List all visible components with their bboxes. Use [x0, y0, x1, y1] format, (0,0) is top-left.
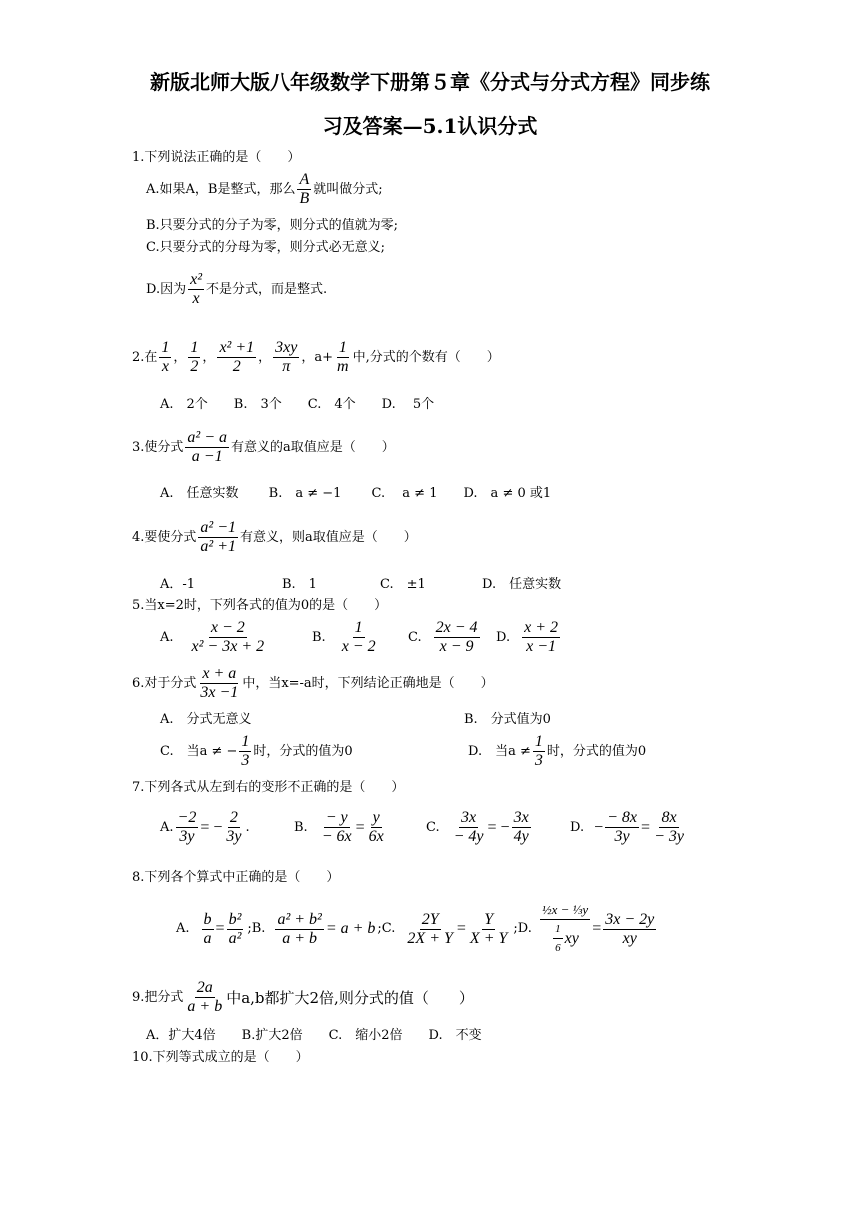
q6-d-text-end: 时，分式的值为0 [546, 743, 647, 759]
q2-f5-numerator: 1 [338, 339, 347, 356]
q2-f5-denominator: m [337, 358, 349, 375]
q6-c-text-end: 时，分式的值为0 [253, 743, 353, 759]
q2-fraction-4 [273, 340, 299, 375]
q1-a-fraction [297, 172, 311, 207]
q1-d-text: D.因为 [146, 281, 187, 297]
q4-stem-end: 有意义，则a取值应是（ ） [240, 529, 417, 545]
q9-stem-end: 中a,b都扩大2倍,则分式的值（ ） [226, 988, 474, 1007]
q5-a-denominator: x² − 3x + 2 [191, 638, 265, 655]
q2-stem-start: 2.在 [132, 349, 158, 365]
q5-d-fraction [522, 620, 560, 655]
q9-numerator: 2a [196, 979, 213, 996]
q5-option-d [496, 620, 562, 655]
q9-fraction [185, 980, 224, 1015]
q7-b-left-fraction [320, 810, 354, 845]
q7-b-equals: = [355, 818, 365, 836]
q6-c-denominator: 3 [241, 752, 250, 769]
q7-d-left-denominator: 3y [614, 828, 630, 845]
q6-d-text: D. 当a ≠ [468, 743, 531, 759]
q1-stem: 1.下列说法正确的是（ ） [132, 150, 301, 165]
q5-a-numerator: x − 2 [210, 619, 245, 636]
q8-c-right-fraction [468, 912, 509, 947]
q5-d-numerator: x + 2 [524, 619, 558, 636]
q1-d-denominator: x [192, 290, 200, 307]
q6-option-a: A. 分式无意义 [160, 712, 252, 727]
q7-c-right-denominator: 4y [513, 828, 529, 845]
q9-denominator: a + b [187, 998, 223, 1015]
q2-comma-2: ， [202, 349, 216, 365]
q2-fraction-1 [159, 340, 171, 375]
q7-d-left-numerator: − 8x [607, 809, 638, 826]
q6-c-text: C. 当a ≠ − [160, 743, 238, 759]
q8-d-equals: = [592, 920, 602, 937]
q3-fraction [185, 430, 229, 465]
q7-c-left-numerator: 3x [461, 809, 477, 826]
q2-f4-numerator: 3xy [275, 339, 298, 356]
q8-d-xy: xy [564, 929, 579, 947]
q5-b-fraction [340, 620, 378, 655]
q1-a-text-end: 就叫做分式; [313, 181, 383, 197]
q7-a-right-denominator: 3y [226, 828, 242, 845]
q7-d-left-fraction [605, 810, 639, 845]
q4-denominator: a² +1 [200, 538, 236, 555]
q4-stem [132, 520, 417, 555]
q6-option-c [160, 734, 353, 769]
q2-f3-denominator: 2 [232, 358, 241, 375]
q7-a-left-numerator: −2 [177, 809, 197, 826]
document-title-line-2: 习及答案—5.1认识分式 [322, 114, 538, 138]
q8-d-right-fraction [603, 912, 656, 947]
q8-b-label: ;B. [247, 921, 266, 936]
q8-d-sixth-denominator: 6 [555, 942, 561, 954]
q4-option-a: A．-1 [160, 577, 196, 592]
q8-c-right-denominator: X + Y [469, 929, 508, 947]
q8-d-sixth-fraction [553, 921, 563, 956]
q2-f4-denominator: π [282, 358, 291, 375]
q2-fraction-2 [188, 340, 200, 375]
q7-c-right-fraction [512, 810, 531, 845]
q6-denominator: 3x −1 [200, 684, 239, 701]
q2-f1-denominator: x [161, 358, 169, 375]
q5-option-b [312, 620, 380, 655]
q2-f2-denominator: 2 [190, 358, 199, 375]
q6-option-d [468, 734, 646, 769]
q9-stem-start: 9.把分式 [132, 989, 184, 1005]
q7-d-right-denominator: − 3y [654, 828, 684, 845]
q10-stem: 10.下列等式成立的是（ ） [132, 1050, 309, 1065]
q1-a-text: A.如果A，B是整式，那么 [146, 181, 296, 197]
q7-a-right-numerator: 2 [229, 809, 238, 826]
q4-fraction [198, 520, 238, 555]
q2-comma-4: ， [301, 349, 315, 365]
q2-stem [132, 340, 500, 375]
q8-b-left-denominator: a + b [282, 929, 318, 947]
q7-b-right-numerator: y [372, 809, 380, 826]
q3-denominator: a −1 [191, 448, 223, 465]
q8-d-right-denominator: xy [622, 929, 637, 947]
q8-a-right-numerator: b² [228, 910, 242, 928]
q8-c-left-fraction [405, 912, 454, 947]
q8-d-label: ;D. [513, 921, 532, 936]
q8-b-left-numerator: a² + b² [277, 910, 322, 928]
q6-stem [132, 666, 494, 701]
q6-d-numerator: 1 [534, 733, 543, 750]
q7-b-right-fraction [367, 810, 386, 845]
q7-a-equals: = − [200, 818, 223, 836]
q7-option-c [426, 810, 533, 845]
q5-b-numerator: 1 [354, 619, 363, 636]
q3-numerator: a² − a [187, 429, 227, 446]
q5-b-denominator: x − 2 [341, 638, 376, 655]
document-title-line-1: 新版北师大版八年级数学下册第５章《分式与分式方程》同步练 [150, 70, 710, 94]
q7-d-label: D. [570, 819, 585, 835]
q8-a-equals: = [215, 920, 225, 937]
q7-b-label: B. [294, 819, 308, 835]
q7-option-a [160, 810, 250, 845]
q8-d-left-denominator [549, 920, 581, 956]
q2-f2-numerator: 1 [190, 339, 199, 356]
q7-c-equals: = − [487, 818, 510, 836]
q7-a-period: . [245, 819, 250, 835]
q5-c-fraction [434, 620, 480, 655]
q5-option-a [160, 620, 268, 655]
q1-d-text-end: 不是分式，而是整式. [206, 281, 328, 297]
q2-options: A. 2个 B. 3个 C. 4个 D. 5个 [160, 397, 435, 412]
q1-d-fraction [188, 272, 204, 307]
q7-c-label: C. [426, 819, 440, 835]
q6-fraction [198, 666, 240, 701]
q2-f3-numerator: x² +1 [219, 339, 255, 356]
q9-stem [132, 980, 474, 1015]
q7-b-left-numerator: − y [325, 809, 348, 826]
q5-d-label: D. [496, 629, 511, 645]
q8-c-right-numerator: Y [484, 910, 494, 928]
q8-c-equals: = [456, 920, 466, 937]
q4-option-d: D. 任意实数 [482, 577, 562, 592]
q3-stem-end: 有意义的a取值应是（ ） [231, 439, 395, 455]
q8-c-left-numerator: 2Y [421, 910, 439, 928]
q7-a-left-denominator: 3y [179, 828, 195, 845]
q8-a-right-denominator: a² [228, 929, 242, 947]
q5-a-label: A. [160, 629, 174, 645]
q8-options [176, 902, 658, 956]
q7-b-left-denominator: − 6x [321, 828, 352, 845]
q7-c-left-denominator: − 4y [453, 828, 484, 845]
q8-d-left-fraction [540, 902, 590, 956]
q8-a-right-fraction [227, 912, 244, 947]
q5-d-denominator: x −1 [526, 638, 556, 655]
q8-stem: 8.下列各个算式中正确的是（ ） [132, 870, 340, 885]
q7-option-b [294, 810, 388, 845]
q3-stem-start: 3.使分式 [132, 439, 184, 455]
q6-stem-start: 6.对于分式 [132, 675, 197, 691]
q5-b-label: B. [312, 629, 326, 645]
q5-a-fraction [190, 620, 267, 655]
q7-d-equals: = [641, 818, 651, 836]
q7-b-right-denominator: 6x [368, 828, 384, 845]
q5-option-c [408, 620, 482, 655]
q9-options: A．扩大4倍 B.扩大2倍 C. 缩小2倍 D. 不变 [146, 1028, 482, 1043]
q4-stem-start: 4.要使分式 [132, 529, 197, 545]
q8-a-label: A. [176, 921, 190, 936]
q7-c-left-fraction [452, 810, 486, 845]
q1-a-denominator: B [299, 190, 310, 207]
q1-option-d [146, 272, 327, 307]
q8-d-sixth-numerator: 1 [553, 921, 563, 939]
q7-d-right-fraction [652, 810, 686, 845]
q5-c-numerator: 2x − 4 [435, 619, 478, 636]
q2-comma-3: ， [258, 349, 272, 365]
q1-d-numerator: x² [190, 271, 202, 288]
q5-c-denominator: x − 9 [439, 638, 474, 655]
q7-stem: 7.下列各式从左到右的变形不正确的是（ ） [132, 780, 405, 795]
q6-option-b: B. 分式值为0 [464, 712, 551, 727]
q7-c-right-numerator: 3x [513, 809, 529, 826]
q6-numerator: x + a [202, 665, 237, 682]
q7-a-label: A. [160, 819, 174, 835]
q7-d-minus: − [594, 818, 604, 836]
q7-option-d [570, 810, 688, 845]
q5-c-label: C. [408, 629, 422, 645]
q4-numerator: a² −1 [200, 519, 236, 536]
q4-option-b: B. 1 [282, 577, 317, 592]
q6-d-denominator: 3 [534, 752, 543, 769]
q8-c-left-denominator: 2X + Y [407, 929, 453, 947]
q2-f1-numerator: 1 [161, 339, 170, 356]
q8-b-left-fraction [275, 912, 323, 947]
q6-c-fraction [239, 734, 251, 769]
q8-b-equals: = a + b [325, 920, 376, 937]
q3-options: A. 任意实数 B. a ≠ −1 C. a ≠ 1 D. a ≠ 0 或1 [160, 486, 552, 501]
q7-a-left-fraction [176, 810, 199, 845]
q2-comma-1: ， [173, 349, 187, 365]
q1-option-c: C.只要分式的分母为零，则分式必无意义; [146, 240, 385, 255]
q2-a-plus: a+ [314, 349, 334, 365]
q4-option-c: C. ±1 [380, 577, 426, 592]
q8-a-left-denominator: a [203, 929, 212, 947]
q7-a-right-fraction [224, 810, 243, 845]
q8-a-left-fraction [202, 912, 214, 947]
q1-option-a [146, 172, 383, 207]
q8-d-left-numerator: ½x − ⅓y [540, 902, 590, 920]
q8-c-label: ;C. [377, 921, 396, 936]
q7-d-right-numerator: 8x [661, 809, 677, 826]
q6-stem-end: 中，当x=-a时，下列结论正确地是（ ） [242, 675, 494, 691]
q2-stem-end: 中,分式的个数有（ ） [352, 349, 500, 365]
q8-d-right-numerator: 3x − 2y [605, 910, 655, 928]
q3-stem [132, 430, 395, 465]
q2-fraction-5 [335, 340, 351, 375]
q1-a-numerator: A [299, 171, 310, 188]
q6-c-numerator: 1 [241, 733, 250, 750]
q5-stem: 5.当x=2时，下列各式的值为0的是（ ） [132, 598, 388, 613]
q2-fraction-3 [217, 340, 256, 375]
q1-option-b: B.只要分式的分子为零，则分式的值就为零; [146, 218, 399, 233]
q6-d-fraction [533, 734, 545, 769]
q8-a-left-numerator: b [203, 910, 212, 928]
